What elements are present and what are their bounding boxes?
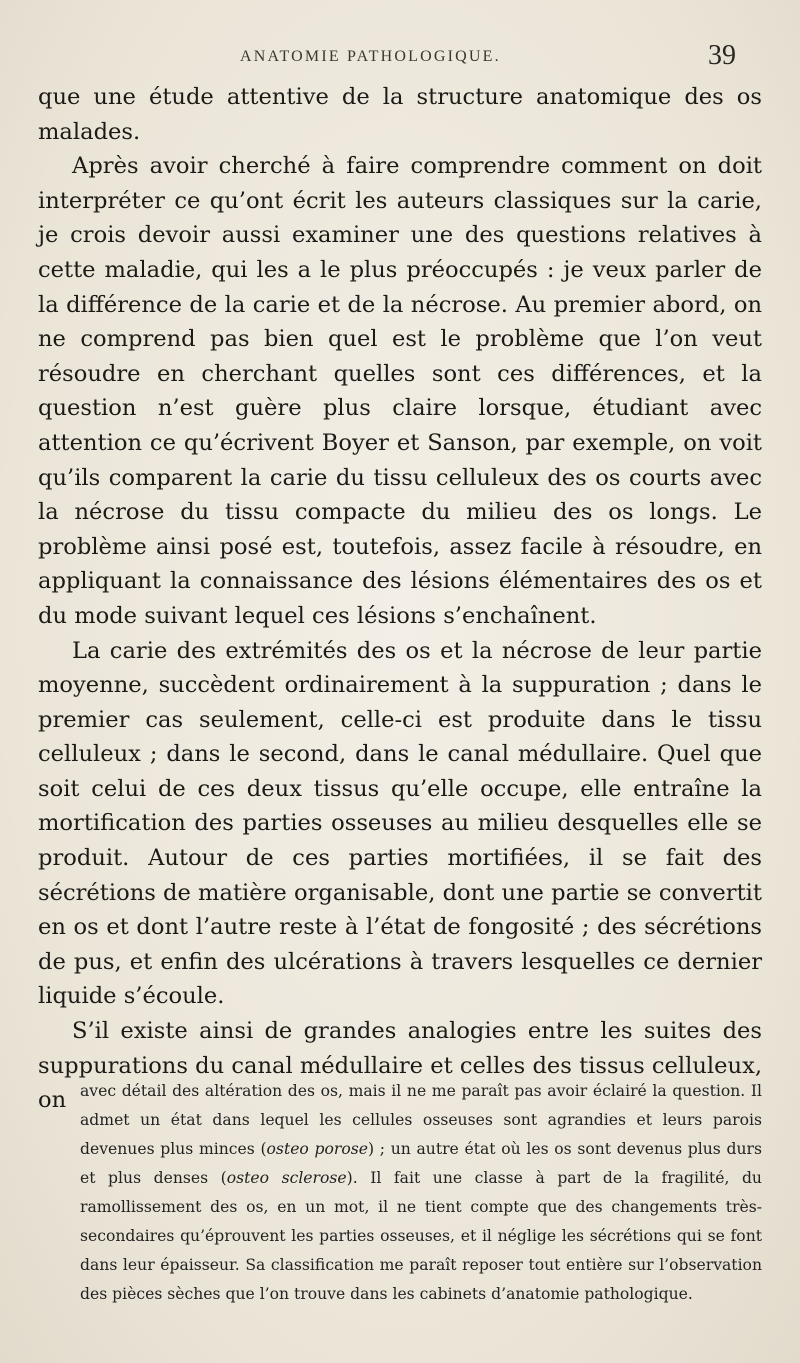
paragraph-continuation: que une étude attentive de la structure anatomique des os malades.	[38, 84, 762, 145]
footnote-text	[80, 1077, 762, 1309]
main-text	[38, 80, 762, 1118]
running-title: ANATOMIE PATHOLOGIQUE.	[240, 48, 501, 65]
paragraph: S’il existe ainsi de grandes analogies entre les suites des suppurations du canal médullaire et celles des tissus celluleux, on	[38, 1018, 762, 1114]
footnote-segment: ) ; un autre état où les os sont devenus plus durs et plus denses (	[80, 1140, 762, 1187]
page-number: 39	[708, 40, 736, 71]
footnote-segment: ). Il fait une classe à part de la fragilité, du ramollissement des os, en un mot, il ne tient compte que des changements très-secondaires qu’éprouvent les parties osseuses, et il néglige les sécrétions qui se font dans leur épaisseur. Sa classification me paraît reposer tout entière sur l’observation des pièces sèches que l’on trouve dans les cabinets d’anatomie pathologique.	[80, 1169, 762, 1303]
footnote-term: osteo sclerose	[226, 1169, 347, 1187]
paragraph: La carie des extrémités des os et la nécrose de leur partie moyenne, succèdent ordinairement à la suppuration ; dans le premier cas seulement, celle-ci est produite dans le tissu celluleux ; dans le second, dans le canal médullaire. Quel que soit celui de ces deux tissus qu’elle occupe, elle entraîne la mortification des parties osseuses au milieu desquelles elle se produit. Autour de ces parties mortifiées, il se fait des sécrétions de matière organisable, dont une partie se convertit en os et dont l’autre reste à l’état de fongosité ; des sécrétions de pus, et enfin des ulcérations à travers lesquelles ce dernier liquide s’écoule.	[38, 637, 762, 1010]
paragraph: Après avoir cherché à faire comprendre comment on doit interpréter ce qu’ont écrit les auteurs classiques sur la carie, je crois devoir aussi examiner une des questions relatives à cette maladie, qui les a le plus préoccupés : je veux parler de la différence de la carie et de la nécrose. Au premier abord, on ne comprend pas bien quel est le problème que l’on veut résoudre en cherchant quelles sont ces différences, et la question n’est guère plus claire lorsque, étudiant avec attention ce qu’écrivent Boyer et Sanson, par exemple, on voit qu’ils comparent la carie du tissu celluleux des os courts avec la nécrose du tissu compacte du milieu des os longs. Le problème ainsi posé est, toutefois, assez facile à résoudre, en appliquant la connaissance des lésions élémentaires des os et du mode suivant lequel ces lésions s’enchaînent.	[38, 153, 762, 629]
running-head	[0, 36, 800, 76]
footnote	[80, 1077, 762, 1309]
footnote-segment: avec détail des altération des os, mais il ne me paraît pas avoir éclairé la question. Il admet un état dans lequel les cellules osseuses sont agrandies et leurs parois devenues plus minces (	[80, 1082, 762, 1158]
footnote-term: osteo porose	[266, 1140, 368, 1158]
